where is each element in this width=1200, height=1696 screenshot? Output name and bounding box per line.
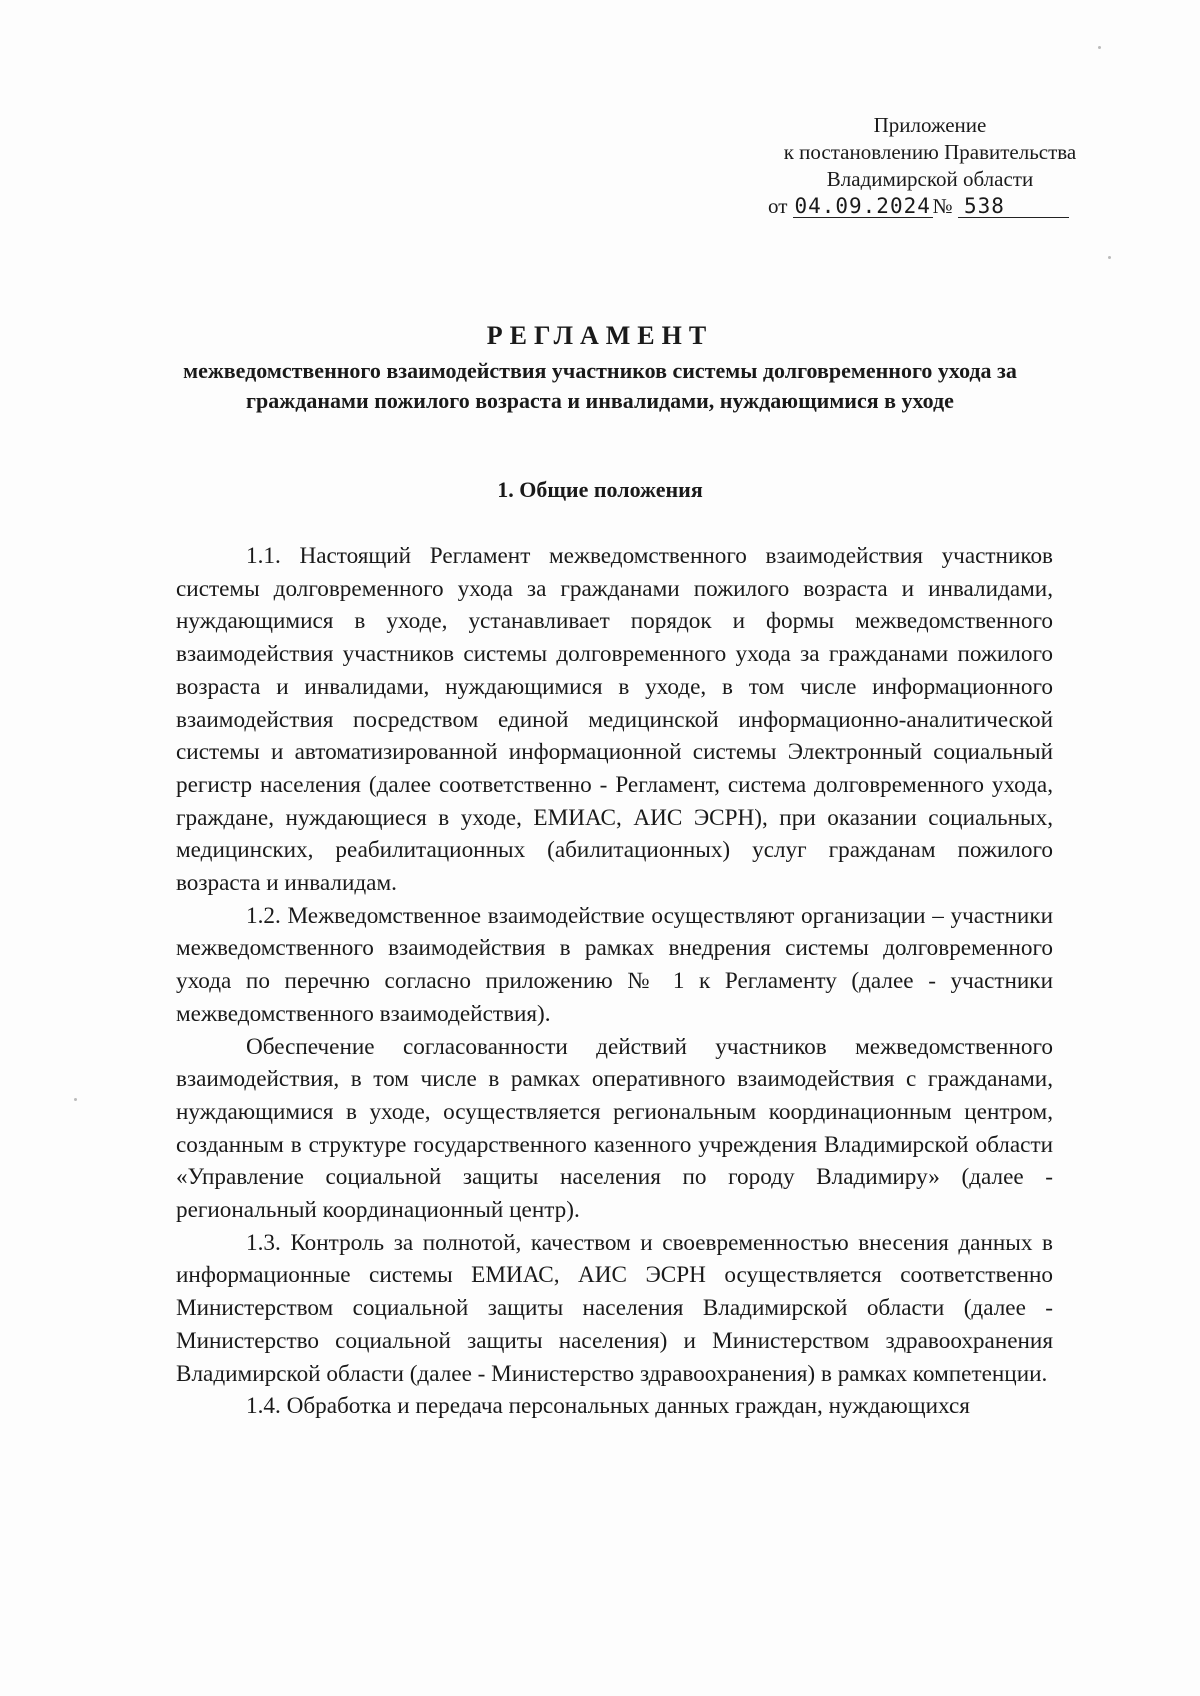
number-value: 538: [958, 195, 1069, 218]
title-block: [150, 318, 1050, 416]
section-body: [176, 540, 1053, 1423]
annex-reference: к постановлению Правительства: [783, 140, 1077, 164]
scan-speck: [1108, 256, 1111, 259]
paragraph-1-2: 1.2. Межведомственное взаимодействие осуществляют организации – участники межведомственного взаимодействия в рамках внедрения системы долговременного ухода по перечню согласно приложению № 1 к Регламенту (далее - участники межведомственного взаимодействия).: [176, 902, 1053, 1027]
paragraph-1-1: 1.1. Настоящий Регламент межведомственного взаимодействия участников системы долговременного ухода за гражданами пожилого возраста и инвалидами, нуждающимися в уходе, устанавливает порядок и формы межведомственного взаимодействия участников системы долговременного ухода за гражданами пожилого возраста и инвалидами, нуждающимися в уходе, в том числе информационного взаимодействия посредством единой медицинской информационно-аналитической системы и автоматизированной информационной системы Электронный социальный регистр населения (далее соответственно - Регламент, система долговременного ухода, граждане, нуждающиеся в уходе, ЕМИАС, АИС ЭСРН), при оказании социальных, медицинских, реабилитационных (абилитационных) услуг гражданам пожилого возраста и инвалидам.: [176, 543, 1053, 897]
paragraph-1-3: 1.3. Контроль за полнотой, качеством и своевременностью внесения данных в информационные системы ЕМИАС, АИС ЭСРН осуществляется соответственно Министерством социальной защиты населения Владимирской области (далее - Министерство социальной защиты населения) и Министерством здравоохранения Владимирской области (далее - Министерство здравоохранения) в рамках компетенции.: [176, 1229, 1053, 1387]
document-title: РЕГЛАМЕНТ: [486, 321, 714, 350]
annex-title: Приложение: [873, 113, 987, 137]
paragraph-1-4: 1.4. Обработка и передача персональных данных граждан, нуждающихся: [246, 1393, 970, 1420]
scan-speck: [74, 1098, 77, 1101]
annex-date-line: [760, 193, 1100, 220]
date-prefix: от: [768, 194, 788, 218]
scan-speck: [1098, 46, 1101, 49]
number-prefix: №: [932, 194, 953, 218]
annex-region: Владимирской области: [826, 167, 1034, 191]
section-heading: 1. Общие положения: [497, 477, 703, 502]
date-value: 04.09.2024: [794, 194, 931, 218]
document-subtitle: межведомственного взаимодействия участников системы долговременного ухода за гражданами пожилого возраста и инвалидами, нуждающимися в уходе: [183, 358, 1017, 413]
annex-block: [760, 112, 1100, 220]
paragraph-1-2-cont: Обеспечение согласованности действий участников межведомственного взаимодействия, в том числе в рамках оперативного взаимодействия с гражданами, нуждающимися в уходе, осуществляется региональным координационным центром, созданным в структуре государственного казенного учреждения Владимирской области «Управление социальной защиты населения по городу Владимиру» (далее - региональный координационный центр).: [176, 1033, 1053, 1224]
